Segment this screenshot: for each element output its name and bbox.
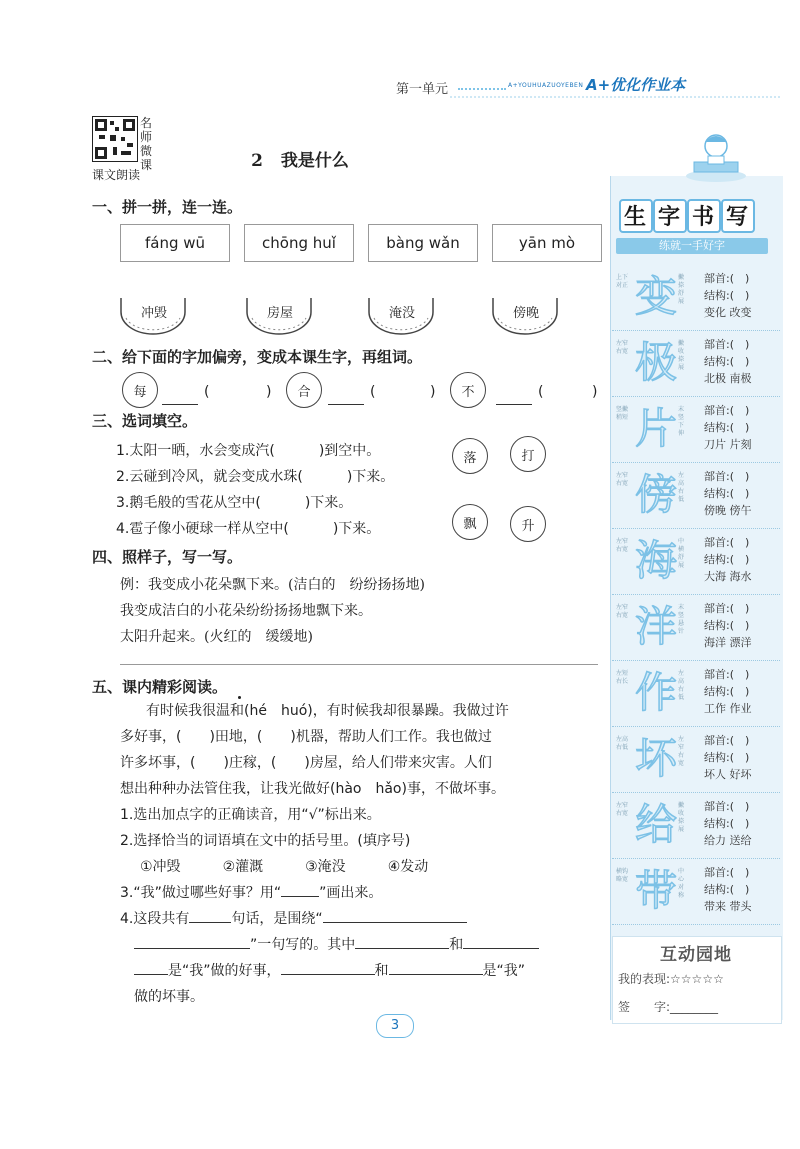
writing-tip: 左窄右宽 [616,472,629,487]
underline-sample [281,882,319,897]
lesson-title [0,146,600,171]
character-row [612,726,780,793]
writing-tip: 左窄右宽 [616,340,629,355]
writing-tip: 横钩略宽 [616,868,629,883]
answer-blank[interactable] [355,934,449,949]
word-option[interactable]: 打 [510,436,546,472]
answer-blank[interactable] [189,908,231,923]
character-row [612,594,780,661]
open-paren: ( [538,384,544,400]
tracing-character[interactable]: 坏 [634,734,677,783]
choice: ②灌溉 [222,859,264,875]
pinyin-box[interactable]: chōng huǐ [244,224,354,262]
writing-tip: 中横舒展 [678,538,685,569]
writing-tip: 左窄右宽 [616,538,629,553]
example-words: 大海 海水 [704,570,752,583]
fill-sentence: 1.太阳一晒，水会变成汽( )到空中。 [116,443,381,459]
writing-tip: 左短右长 [616,670,629,685]
panel-title [618,200,758,231]
boy-reading-icon [680,128,750,184]
brand-pinyin: A+YOUHUAZUOYEBEN [508,82,584,89]
structure-field[interactable]: 结构:( ) [704,355,750,368]
radical-field[interactable]: 部首:( ) [704,404,750,417]
header-dots [458,88,506,90]
word-card[interactable]: 淹没 [388,306,415,321]
example-words: 变化 改变 [704,306,752,319]
char-circle: 不 [450,372,486,408]
task-sentence: 太阳升起来。(火红的 缓缓地) [120,629,313,645]
writing-tip: 左窄右宽 [616,604,629,619]
radical-field[interactable]: 部首:( ) [704,536,750,549]
fill-sentence: 3.鹅毛般的雪花从空中( )下来。 [116,495,353,511]
tracing-character[interactable]: 带 [634,866,677,915]
answer-blank[interactable] [463,934,539,949]
section-2-heading: 二、给下面的字加偏旁，变成本课生字，再组词。 [92,348,423,366]
writing-tip: 末竖悬针 [678,604,685,635]
signature-field[interactable]: 签 字:________ [618,1000,719,1014]
writing-tip: 竖撇稍短 [616,406,629,421]
structure-field[interactable]: 结构:( ) [704,619,750,632]
word-option[interactable]: 落 [452,438,488,474]
panel-title-char: 生 [623,205,646,230]
tracing-character[interactable]: 变 [634,272,677,321]
character-row [612,264,780,331]
character-row [612,792,780,859]
character-row [612,396,780,463]
word-option[interactable]: 升 [510,506,546,542]
reading-paragraph: 有时候我很温和(hé huó)，有时候我却很暴躁。我做过许 [146,703,509,719]
writing-tip: 撇收捺展 [678,340,685,371]
answer-blank[interactable] [328,384,364,405]
writing-tip: 撇收捺展 [678,802,685,833]
char-circle: 每 [122,372,158,408]
character-row [612,528,780,595]
example-words: 工作 作业 [704,702,752,715]
character-row [612,858,780,925]
structure-field[interactable]: 结构:( ) [704,751,750,764]
question-4-cont: 是“我”做的好事， 和 是“我” [134,960,525,980]
char-circle: 合 [286,372,322,408]
answer-blank[interactable] [134,960,168,975]
example-words: 傍晚 傍午 [704,504,752,517]
open-paren: ( [204,384,210,400]
example-words: 北极 南极 [704,372,752,385]
radical-field[interactable]: 部首:( ) [704,470,750,483]
character-row [612,330,780,397]
reading-paragraph: 多好事，( )田地，( )机器，帮助人们工作。我也做过 [120,729,492,745]
answer-line[interactable] [120,664,598,665]
choice: ①冲毁 [140,859,181,875]
example-words: 刀片 片刻 [704,438,752,451]
word-card[interactable]: 傍晚 [512,306,539,321]
panel-title-char: 字 [657,205,680,230]
example-words: 坏人 好坏 [704,768,752,781]
structure-field[interactable]: 结构:( ) [704,883,750,896]
section-4-heading: 四、照样子，写一写。 [92,548,243,566]
answer-blank[interactable] [281,960,375,975]
open-paren: ( [370,384,376,400]
fill-sentence: 2.云碰到冷风，就会变成水珠( )下来。 [116,469,395,485]
reading-paragraph: 许多坏事，( )庄稼，( )房屋，给人们带来灾害。人们 [120,755,492,771]
section-1-heading: 一、拼一拼，连一连。 [92,198,243,216]
tracing-character[interactable]: 作 [634,668,677,717]
choice: ④发动 [387,859,429,875]
radical-field[interactable]: 部首:( ) [704,668,750,681]
question-4: 4.这段共有 句话，是围绕“ [120,908,467,928]
header-dots [450,96,780,98]
character-row [612,462,780,529]
close-paren: ) [430,384,436,400]
section-5-heading: 五、课内精彩阅读。 [92,678,228,696]
structure-field[interactable]: 结构:( ) [704,487,750,500]
lesson-number: 2 [251,151,263,171]
choice: ③淹没 [305,859,346,875]
structure-field[interactable]: 结构:( ) [704,289,750,302]
choices-row [140,856,540,876]
answer-blank[interactable] [162,384,198,405]
radical-field[interactable]: 部首:( ) [704,272,750,285]
tracing-character[interactable]: 极 [634,338,677,387]
panel-title-char: 写 [725,205,748,230]
tracing-character[interactable]: 傍 [634,470,677,519]
tracing-character[interactable]: 海 [634,536,677,585]
writing-tip: 左窄右宽 [678,736,685,767]
answer-blank[interactable] [323,908,467,923]
writing-tip: 左高右低 [616,736,629,751]
tracing-character[interactable]: 给 [634,800,677,849]
tracing-character[interactable]: 洋 [634,602,677,651]
word-option[interactable]: 飘 [452,504,488,540]
qr-side-label: 名 师 微 课 [140,116,153,172]
interaction-title: 互动园地 [660,945,732,965]
writing-tip: 左窄右宽 [616,802,629,817]
radical-field[interactable]: 部首:( ) [704,866,750,879]
pinyin-box[interactable]: bàng wǎn [368,224,478,262]
example-words: 带来 带头 [704,900,752,913]
writing-tip: 左高右低 [678,472,685,503]
fill-sentence: 4.雹子像小硬球一样从空中( )下来。 [116,521,381,537]
qr-caption: 课文朗读 [92,168,141,182]
emphasis-dot [238,696,241,699]
unit-label: 第一单元 [396,82,449,97]
structure-field[interactable]: 结构:( ) [704,685,750,698]
example-sentence: 例：我变成小花朵飘下来。(洁白的 纷纷扬扬地) [120,577,425,593]
brand-title: A+优化作业本 [586,76,686,94]
question-3: 3.“我”做过哪些好事？用“ ”画出来。 [120,882,382,902]
word-card[interactable]: 房屋 [266,306,293,321]
example-words: 给力 送给 [704,834,752,847]
writing-tip: 中心对称 [678,868,685,899]
performance-rating[interactable]: 我的表现:☆☆☆☆☆ [618,972,724,986]
panel-subtitle: 练就一手好字 [616,238,768,254]
question-1: 1.选出加点字的正确读音，用“√”标出来。 [120,807,381,823]
writing-tip: 撇捺舒展 [678,274,685,305]
answer-blank[interactable] [134,934,250,949]
pinyin-box[interactable]: fáng wū [120,224,230,262]
panel-title-char: 书 [691,205,714,230]
writing-tip: 末竖下伸 [678,406,685,437]
character-row [612,660,780,727]
structure-field[interactable]: 结构:( ) [704,817,750,830]
structure-field[interactable]: 结构:( ) [704,553,750,566]
question-4-end: 做的坏事。 [134,989,204,1005]
structure-field[interactable]: 结构:( ) [704,421,750,434]
tracing-character[interactable]: 片 [634,404,677,453]
page-number: 3 [376,1014,414,1038]
writing-tip: 上下对正 [616,274,629,289]
section-3-heading: 三、选词填空。 [92,412,198,430]
pinyin-box[interactable]: yān mò [492,224,602,262]
lesson-name: 我是什么 [280,151,349,171]
close-paren: ) [266,384,272,400]
radical-field[interactable]: 部首:( ) [704,734,750,747]
radical-field[interactable]: 部首:( ) [704,800,750,813]
question-4-cont: ”一句写的。其中 和 [134,934,539,954]
radical-field[interactable]: 部首:( ) [704,602,750,615]
writing-tip: 左高右低 [678,670,685,701]
reading-paragraph: 想出种种办法管住我，让我光做好(hào hǎo)事，不做坏事。 [120,781,505,797]
example-answer: 我变成洁白的小花朵纷纷扬扬地飘下来。 [120,603,372,619]
question-2: 2.选择恰当的词语填在文中的括号里。(填序号) [120,833,411,849]
radical-field[interactable]: 部首:( ) [704,338,750,351]
answer-blank[interactable] [496,384,532,405]
word-card[interactable]: 冲毁 [140,306,167,321]
example-words: 海洋 漂洋 [704,636,752,649]
answer-blank[interactable] [389,960,483,975]
close-paren: ) [592,384,598,400]
